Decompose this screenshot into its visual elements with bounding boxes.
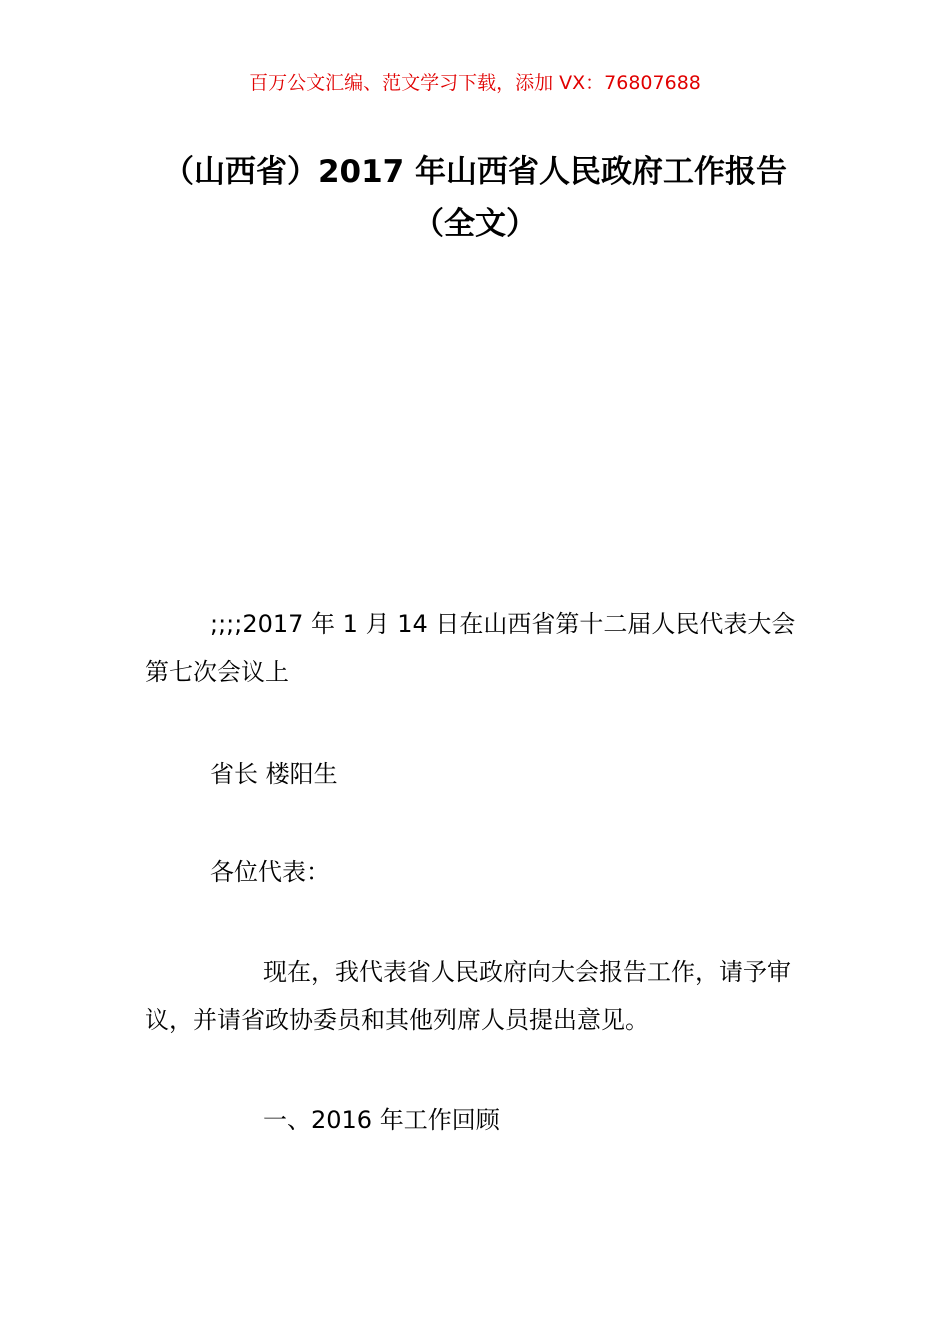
header-notice: 百万公文汇编、范文学习下载，添加 VX：76807688 (249, 72, 701, 94)
speaker-line: 省长 楼阳生 (210, 760, 338, 788)
date-line: ;;;;2017 年 1 月 14 日在山西省第十二届人民代表大会第七次会议上 (145, 610, 796, 686)
document-title: （山西省）2017 年山西省人民政府工作报告（全文） (162, 154, 788, 242)
greeting-line: 各位代表： (210, 858, 330, 886)
intro-paragraph: 现在，我代表省人民政府向大会报告工作，请予审议，并请省政协委员和其他列席人员提出意见。 (145, 958, 791, 1034)
section-heading: 一、2016 年工作回顾 (263, 1106, 500, 1134)
